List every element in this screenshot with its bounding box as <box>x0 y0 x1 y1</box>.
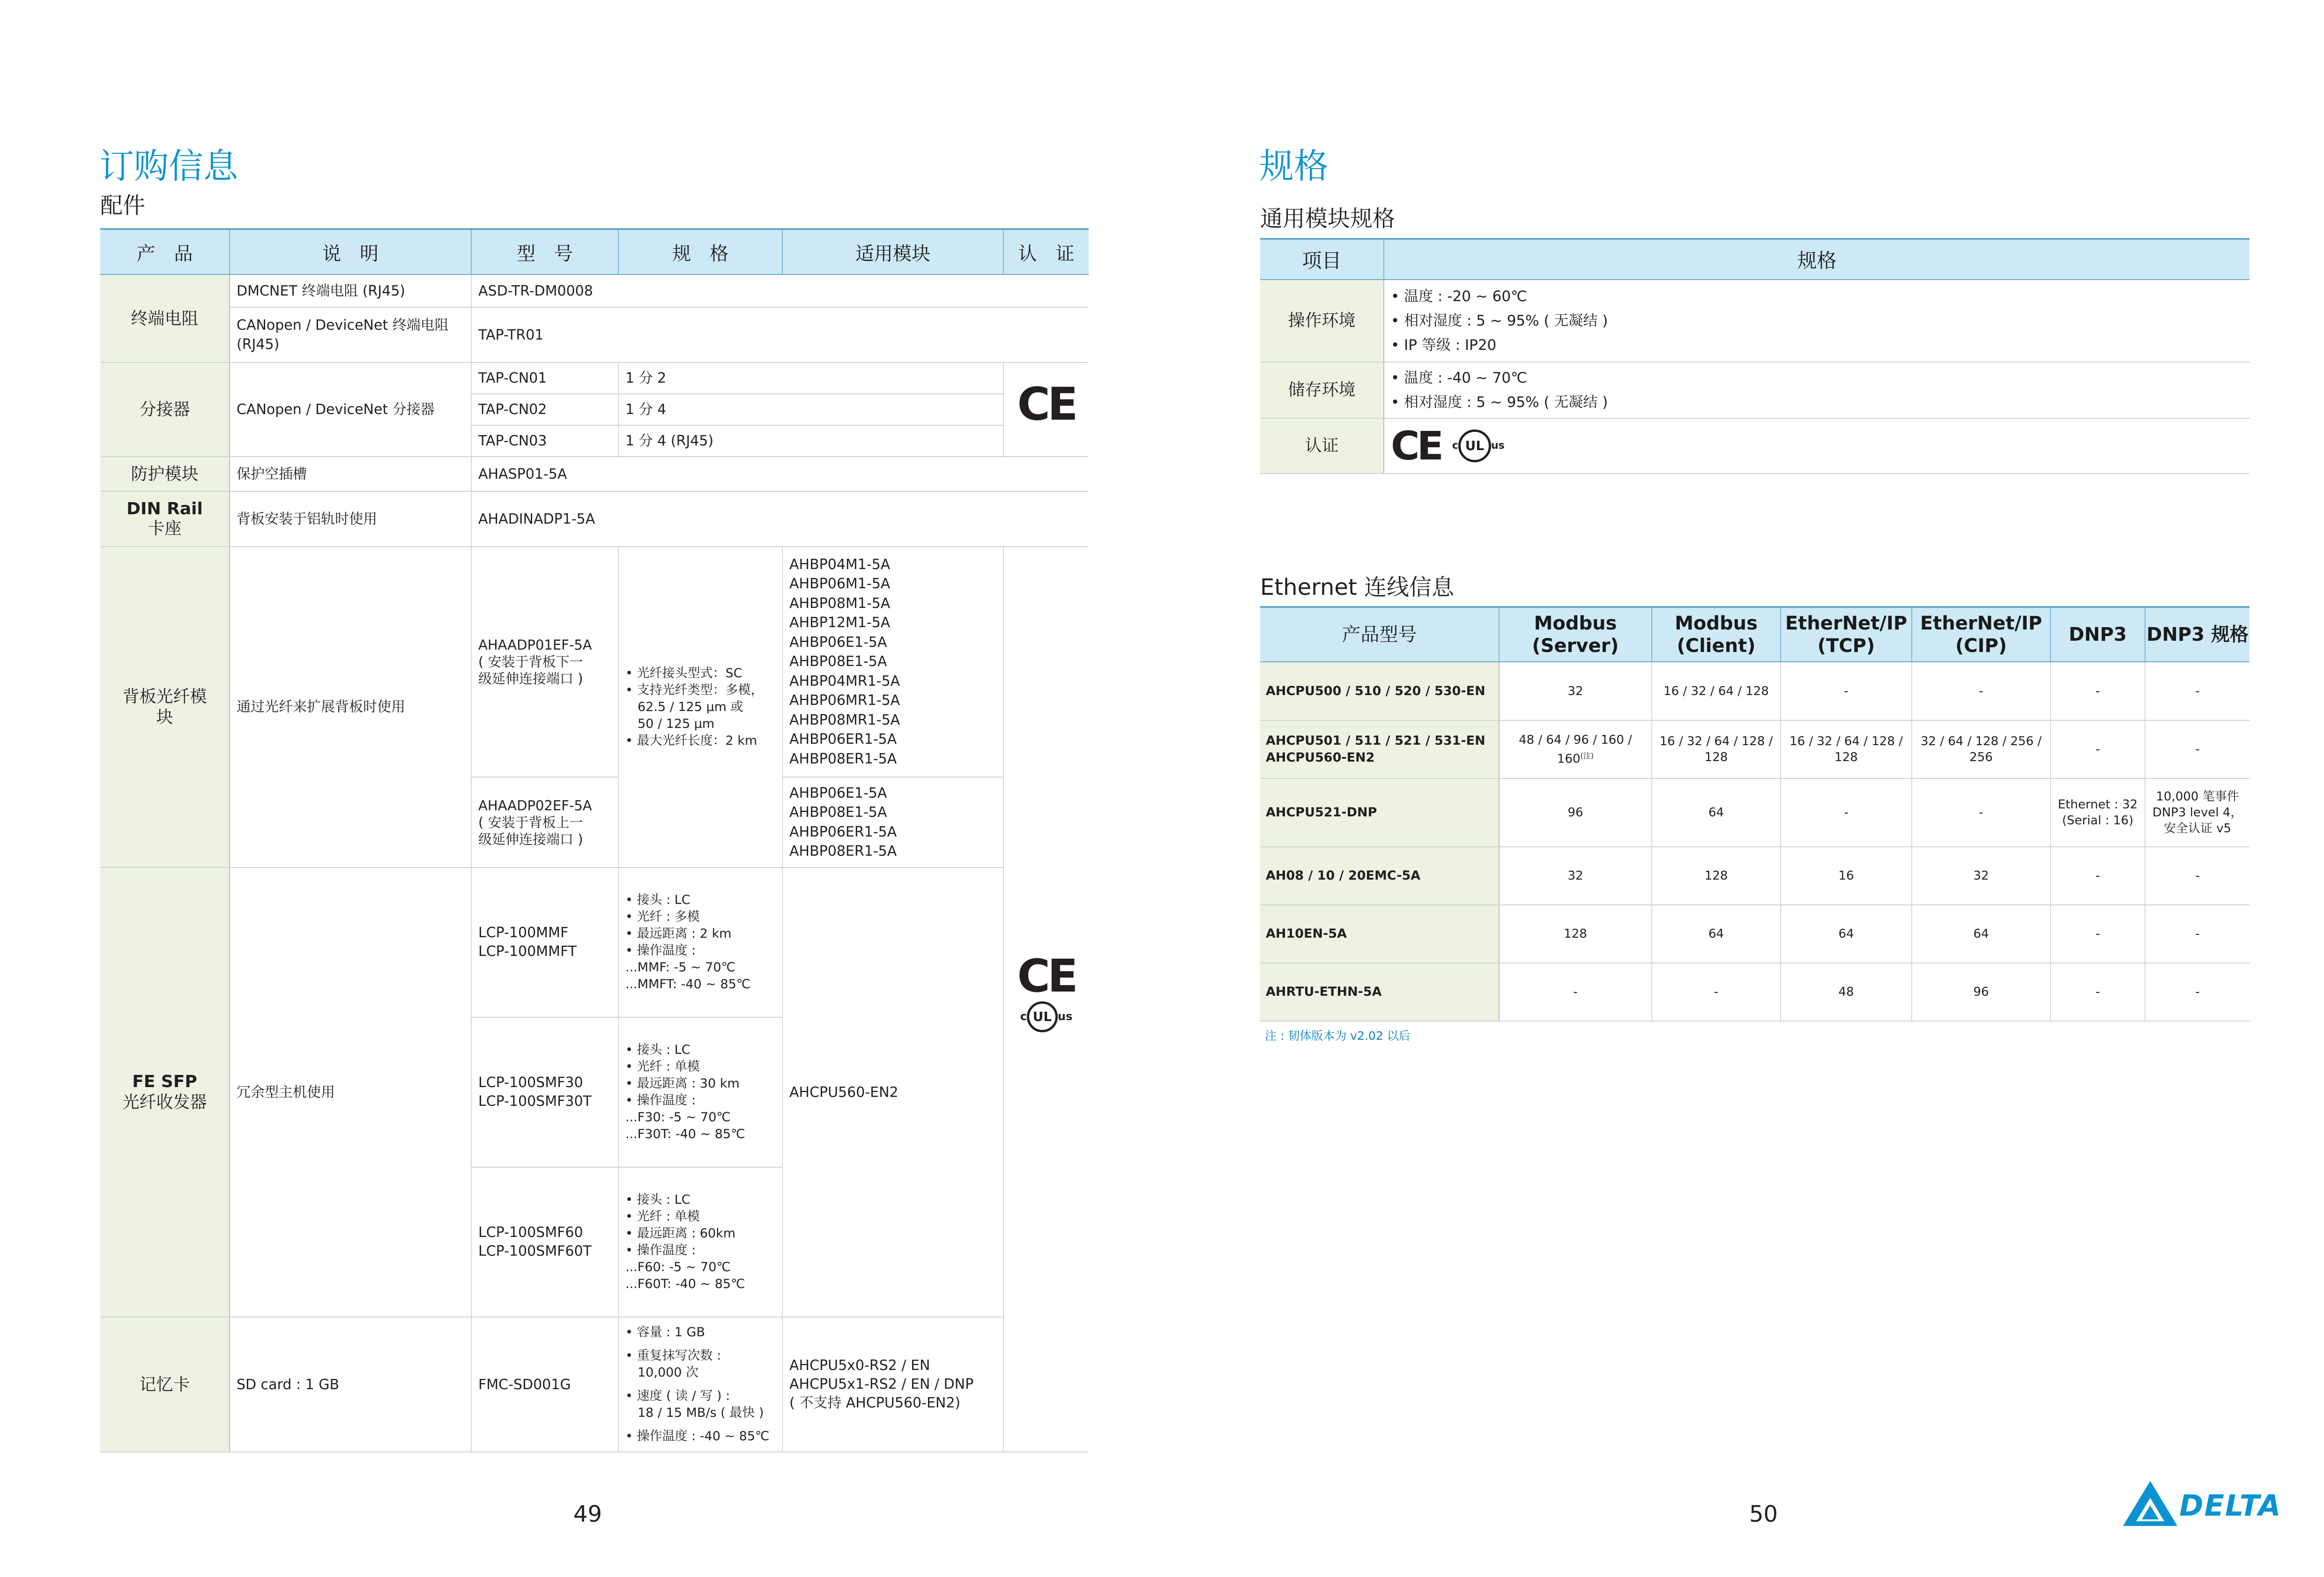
model-cell: AHASP01-5A <box>471 457 1089 491</box>
ce-mark-icon: CE <box>1391 423 1441 469</box>
model-cell: ASD-TR-DM0008 <box>471 274 1089 307</box>
product-model-cell: AH08 / 10 / 20EMC-5A <box>1260 847 1499 905</box>
header-description: 说 明 <box>230 229 471 274</box>
footnote: 注 : 韧体版本为 v2.02 以后 <box>1265 1029 1411 1043</box>
spec-cell: • 光纤接头型式：SC • 支持光纤类型：多模， 62.5 / 125 μm 或 50 / 125 μm • 最大光纤长度：2 km <box>618 547 782 867</box>
model-cell: TAP-CN02 <box>471 394 618 425</box>
section-title-ethernet: Ethernet 连线信息 <box>1260 574 1455 600</box>
product-protect: 防护模块 <box>100 457 230 491</box>
desc-cell: DMCNET 终端电阻 (RJ45) <box>230 274 471 307</box>
table-row <box>1260 720 2250 778</box>
desc-cell: SD card : 1 GB <box>230 1317 471 1452</box>
table-row <box>100 457 1089 491</box>
product-model-cell: AHCPU500 / 510 / 520 / 530-EN <box>1260 662 1499 720</box>
cell: - <box>1912 662 2050 720</box>
module-cell: AHCPU560-EN2 <box>782 867 1003 1317</box>
cell: Ethernet : 32 (Serial : 16) <box>2050 778 2145 847</box>
module-list: AHBP04M1-5A AHBP06M1-5A AHBP08M1-5A AHBP12M1-5A AHBP06E1-5A AHBP08E1-5A AHBP04MR1-5A AHBP06MR1-5A AHBP08MR1-5A AHBP06ER1-5A AHBP08ER1-5A <box>782 547 1003 777</box>
ce-mark-icon: CE <box>1017 949 1076 1002</box>
product-splitter: 分接器 <box>100 363 230 457</box>
model-cell: AHAADP01EF-5A ( 安装于背板下一 级延伸连接端口 ) <box>471 547 618 777</box>
model-cell: TAP-TR01 <box>471 307 1089 363</box>
section-title-general-spec: 通用模块规格 <box>1260 206 1396 232</box>
table-row <box>1260 905 2250 963</box>
cell: 64 <box>1781 905 1912 963</box>
product-model-cell: AH10EN-5A <box>1260 905 1499 963</box>
cert-cell <box>1384 418 2250 474</box>
table-row <box>1260 662 2250 720</box>
model-cell: LCP-100MMF LCP-100MMFT <box>471 867 618 1017</box>
cell: 64 <box>1652 905 1781 963</box>
cell: - <box>2145 905 2250 963</box>
cert-cell <box>1003 547 1089 1452</box>
header-eip-cip: EtherNet/IP (CIP) <box>1912 607 2050 662</box>
table-row <box>1260 280 2250 362</box>
header-modbus-server: Modbus (Server) <box>1499 607 1652 662</box>
cell: 32 <box>1499 847 1652 905</box>
header-spec: 规格 <box>1384 239 2250 280</box>
cell: 16 / 32 / 64 / 128 <box>1652 662 1781 720</box>
spec-cell: 1 分 4 (RJ45) <box>618 425 1003 457</box>
spec-cell: 1 分 4 <box>618 394 1003 425</box>
model-cell: TAP-CN01 <box>471 363 618 394</box>
spec-cell: • 接头 : LC • 光纤 : 单模 • 最远距离 : 30 km • 操作温度 : ...F30: -5 ~ 70℃ ...F30T: -40 ~ 85℃ <box>618 1017 782 1167</box>
header-product: 产 品 <box>100 229 230 274</box>
desc-cell: 背板安装于铝轨时使用 <box>230 491 471 547</box>
label-operating-env: 操作环境 <box>1260 280 1384 362</box>
model-cell: LCP-100SMF60 LCP-100SMF60T <box>471 1167 618 1317</box>
table-row <box>1260 963 2250 1021</box>
section-title-accessories: 配件 <box>100 192 146 219</box>
delta-triangle-icon <box>2121 1479 2179 1528</box>
product-fiber: 背板光纤模 块 <box>100 547 230 867</box>
cell: - <box>2050 662 2145 720</box>
table-row <box>100 547 1089 777</box>
accessories-table <box>100 228 1089 1452</box>
delta-logo <box>2121 1479 2282 1529</box>
product-sfp: FE SFP 光纤收发器 <box>100 867 230 1317</box>
header-model: 型 号 <box>471 229 618 274</box>
label-storage-env: 储存环境 <box>1260 362 1384 418</box>
page-title-spec: 规格 <box>1259 146 1329 186</box>
spec-cell: 1 分 2 <box>618 363 1003 394</box>
header-dnp3-spec: DNP3 规格 <box>2145 607 2250 662</box>
cell: 96 <box>1912 963 2050 1021</box>
page-number-left: 49 <box>573 1501 602 1527</box>
label-certification: 认证 <box>1260 418 1384 474</box>
cul-us-mark-icon: c UL us <box>1020 1001 1073 1032</box>
table-row <box>1260 362 2250 418</box>
product-din-rail: DIN Rail 卡座 <box>100 491 230 547</box>
table-row <box>1260 418 2250 474</box>
table-row <box>100 491 1089 547</box>
header-modbus-client: Modbus (Client) <box>1652 607 1781 662</box>
cell: - <box>2145 662 2250 720</box>
cell: 128 <box>1499 905 1652 963</box>
cul-us-mark-icon: c UL us <box>1452 429 1505 462</box>
cell: 16 <box>1781 847 1912 905</box>
cell: - <box>2050 963 2145 1021</box>
cell: 32 <box>1912 847 2050 905</box>
table-row <box>100 274 1089 307</box>
header-module: 适用模块 <box>782 229 1003 274</box>
product-model-cell: AHRTU-ETHN-5A <box>1260 963 1499 1021</box>
cell: - <box>2145 963 2250 1021</box>
page-number-right: 50 <box>1749 1501 1778 1527</box>
cell: - <box>1781 778 1912 847</box>
cell: 64 <box>1912 905 2050 963</box>
model-cell: TAP-CN03 <box>471 425 618 457</box>
cell: $48 / 64 / 96 / 160 / 160^{(注)}$ <box>1499 720 1652 778</box>
product-terminal: 终端电阻 <box>100 274 230 363</box>
cell: - <box>1652 963 1781 1021</box>
product-model-cell: AHCPU521-DNP <box>1260 778 1499 847</box>
header-cert: 认 证 <box>1003 229 1089 274</box>
header-item: 项目 <box>1260 239 1384 280</box>
header-eip-tcp: EtherNet/IP (TCP) <box>1781 607 1912 662</box>
page-title-ordering: 订购信息 <box>99 146 238 186</box>
cell: - <box>1912 778 2050 847</box>
spec-cell: • 接头 : LC • 光纤 : 多模 • 最远距离 : 2 km • 操作温度 : ...MMF: -5 ~ 70℃ ...MMFT: -40 ~ 85℃ <box>618 867 782 1017</box>
cell: - <box>2145 720 2250 778</box>
product-model-cell: AHCPU501 / 511 / 521 / 531-EN AHCPU560-EN2 <box>1260 720 1499 778</box>
cell: - <box>1781 662 1912 720</box>
spec-cell: • 温度 : -20 ~ 60℃ • 相对湿度 : 5 ~ 95% ( 无凝结 ) • IP 等级 : IP20 <box>1384 280 2250 362</box>
desc-cell: CANopen / DeviceNet 分接器 <box>230 363 471 457</box>
cell: 32 <box>1499 662 1652 720</box>
header-dnp3: DNP3 <box>2050 607 2145 662</box>
spec-cell: • 容量 : 1 GB • 重复抹写次数 : 10,000 次 • 速度 ( 读 / 写 ) : 18 / 15 MB/s ( 最快 ) • 操作温度 : -40 ~ 85℃ <box>618 1317 782 1452</box>
cell: - <box>2050 905 2145 963</box>
product-memory: 记忆卡 <box>100 1317 230 1452</box>
spec-cell: • 温度 : -40 ~ 70℃ • 相对湿度 : 5 ~ 95% ( 无凝结 ) <box>1384 362 2250 418</box>
header-spec: 规 格 <box>618 229 782 274</box>
module-cell: AHCPU5x0-RS2 / EN AHCPU5x1-RS2 / EN / DNP ( 不支持 AHCPU560-EN2) <box>782 1317 1003 1452</box>
cell: 10,000 笔事件 DNP3 level 4， 安全认证 v5 <box>2145 778 2250 847</box>
cell: - <box>2050 720 2145 778</box>
cell: 48 <box>1781 963 1912 1021</box>
cell: - <box>2145 847 2250 905</box>
cell: 32 / 64 / 128 / 256 / 256 <box>1912 720 2050 778</box>
spec-cell: • 接头 : LC • 光纤 : 单模 • 最远距离 : 60km • 操作温度 : ...F60: -5 ~ 70℃ ...F60T: -40 ~ 85℃ <box>618 1167 782 1317</box>
cert-cell <box>1003 363 1089 457</box>
model-cell: FMC-SD001G <box>471 1317 618 1452</box>
model-cell: LCP-100SMF30 LCP-100SMF30T <box>471 1017 618 1167</box>
desc-cell: CANopen / DeviceNet 终端电阻 (RJ45) <box>230 307 471 363</box>
cell: 64 <box>1652 778 1781 847</box>
cell: 128 <box>1652 847 1781 905</box>
ce-mark-icon: CE <box>1017 378 1076 430</box>
model-cell: AHADINADP1-5A <box>471 491 1089 547</box>
cell: 16 / 32 / 64 / 128 / 128 <box>1652 720 1781 778</box>
cell: 96 <box>1499 778 1652 847</box>
table-row <box>1260 778 2250 847</box>
table-row <box>1260 847 2250 905</box>
cell: - <box>1499 963 1652 1021</box>
table-row <box>100 1317 1089 1452</box>
header-product-model: 产品型号 <box>1260 607 1499 662</box>
desc-cell: 保护空插槽 <box>230 457 471 491</box>
table-row <box>100 363 1089 394</box>
ethernet-table <box>1260 606 2250 1022</box>
table-row <box>100 867 1089 1017</box>
desc-cell: 通过光纤来扩展背板时使用 <box>230 547 471 867</box>
general-spec-table <box>1260 238 2250 474</box>
cell: 16 / 32 / 64 / 128 / 128 <box>1781 720 1912 778</box>
delta-wordmark: DELTA <box>2179 1488 2282 1523</box>
module-list: AHBP06E1-5A AHBP08E1-5A AHBP06ER1-5A AHBP08ER1-5A <box>782 777 1003 867</box>
table-row <box>100 307 1089 363</box>
model-cell: AHAADP02EF-5A ( 安装于背板上一 级延伸连接端口 ) <box>471 777 618 867</box>
cell: - <box>2050 847 2145 905</box>
desc-cell: 冗余型主机使用 <box>230 867 471 1317</box>
